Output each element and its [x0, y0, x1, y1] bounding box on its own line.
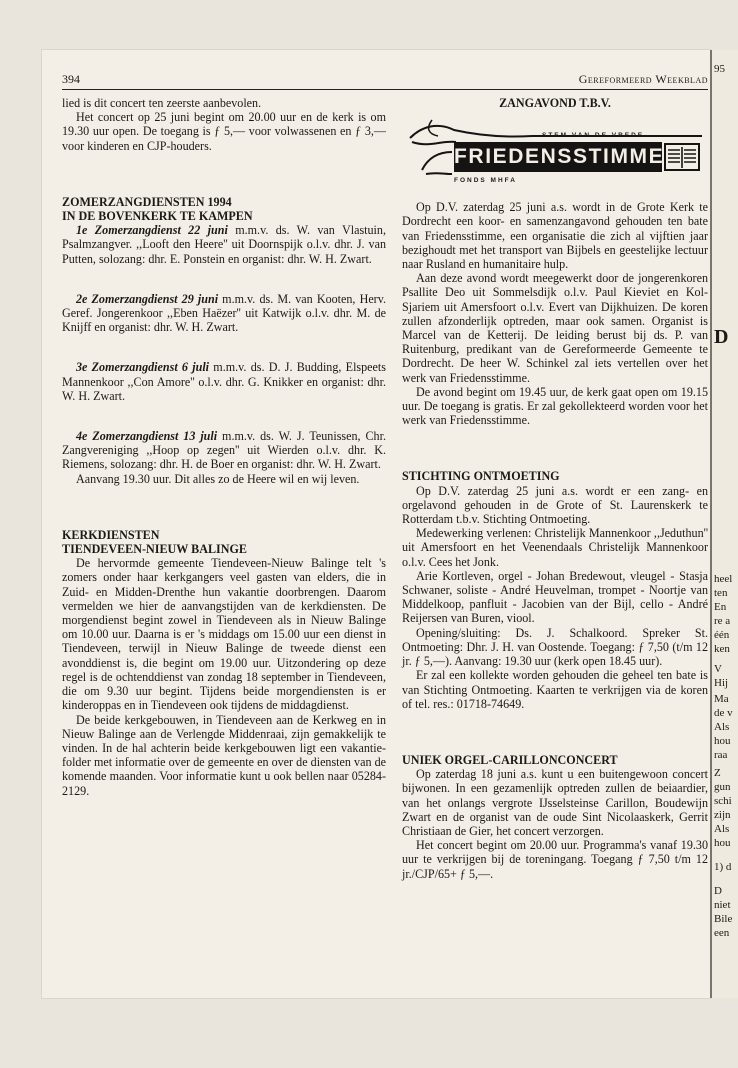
service-3 — [62, 360, 386, 403]
kerk-heading: KERKDIENSTEN — [62, 527, 160, 542]
next-page-fragment: zijn — [714, 809, 731, 821]
zangavond-paragraph-1: Op D.V. zaterdag 25 juni a.s. wordt in de Grote Kerk te Dordrecht een koor- en samenzangavond gehouden ten bate van Friedensstimme, een organisatie die zich al vijftien jaar bezighoudt met het transport van Bijbels en geestelijke lectuur naar Rusland en humanitaire hulp. — [402, 200, 708, 272]
service-1 — [62, 223, 386, 266]
next-page-fragment: re a — [714, 615, 731, 627]
logo-wordmark: FRIEDENSSTIMME — [454, 142, 662, 172]
service-2 — [62, 292, 386, 335]
next-page-fragment: Hij — [714, 677, 729, 689]
kerk-paragraph-2: De beide kerkgebouwen, in Tiendeveen aan de Kerkweg en in Nieuw Balinge aan de Verlengde Middenraai, zijn gemakkelijk te vinden. In de hal achterin beide kerkgebouwen ligt een vakantie-folder met informatie over de gemeente en over de diensten van de komende maanden. Voor informatie kunt u ook bellen naar 05284-2129. — [62, 712, 386, 798]
next-page-fragment: een — [714, 927, 730, 939]
next-page-fragment: En — [714, 601, 727, 613]
next-page-fragment: heel — [714, 573, 733, 585]
next-page-fragment: ten — [714, 587, 728, 599]
next-page-fragment: Als — [714, 721, 730, 733]
next-page-fragment: niet — [714, 899, 731, 911]
zomer-heading: ZOMERZANGDIENSTEN 1994 — [62, 194, 232, 209]
publication-title: Gereformeerd Weekblad — [578, 72, 708, 86]
next-page-fragment: Ma — [714, 693, 729, 705]
next-page-fragment: één — [714, 629, 730, 641]
service-4-text: m.m.v. ds. W. J. Teunissen, Chr. Zangvereniging ,,Hoop op zegen'' uit Wierden o.l.v. dhr. K. Riemens, solozang: dhr. H. de Boer en organist: dhr. W. H. Zwart. — [62, 429, 386, 472]
book-icon — [664, 143, 700, 171]
kerk-subheading: TIENDEVEEN-NIEUW BALINGE — [62, 542, 247, 557]
intro-line: lied is dit concert ten zeerste aanbevolen. — [62, 96, 262, 110]
zangavond-paragraph-3: De avond begint om 19.45 uur, de kerk gaat open om 19.15 uur. De toegang is gratis. Er zal gekollekteerd worden voor het werk van Friedensstimme. — [402, 384, 708, 428]
zomer-closing: Aanvang 19.30 uur. Dit alles zo de Heere wil en wij leven. — [76, 471, 360, 486]
service-1-lead: 1e Zomerzangdienst 22 juni — [76, 223, 228, 238]
next-page-fragment: 1) d — [714, 861, 732, 873]
service-2-text: m.m.v. ds. M. van Kooten, Herv. Geref. Jongerenkoor ,,Eben Haëzer'' uit Katwijk o.l.v. dhr. M. de Knijff en organist: dhr. W. H. Zwart. — [62, 291, 386, 335]
service-2-lead: 2e Zomerzangdienst 29 juni — [76, 291, 219, 306]
header-rule — [62, 89, 708, 90]
next-page-fragment: gun — [714, 781, 731, 793]
orgel-heading: UNIEK ORGEL-CARILLONCONCERT — [402, 752, 618, 767]
service-1-text: m.m.v. ds. W. van Vlastuin, Psalmzangver. ,,Looft den Heere'' uit Doornspijk o.l.v. dhr. J. van Putten, solozang: dhr. E. Ponstein en organist: dhr. W. H. Zwart. — [62, 223, 386, 266]
next-page-fragment: hou — [714, 735, 731, 747]
zangavond-heading: ZANGAVOND T.B.V. — [499, 96, 611, 110]
logo-subline: FONDS MHFA — [454, 177, 517, 185]
next-page-number: 95 — [714, 63, 725, 75]
ontmoeting-heading: STICHTING ONTMOETING — [402, 469, 560, 484]
next-page-fragment: raa — [714, 749, 728, 761]
ontmoeting-paragraph-2: Medewerking verlenen: Christelijk Mannenkoor ,,Jeduthun'' uit Amersfoort en het Veenendaals Christelijk Mannenkoor o.l.v. Cees het Jonk. — [402, 526, 708, 569]
zomer-subheading: IN DE BOVENKERK TE KAMPEN — [62, 209, 253, 224]
ontmoeting-paragraph-4: Opening/sluiting: Ds. J. Schalkoord. Spreker St. Ontmoeting: Dhr. J. H. van Oostende. Toegang: ƒ 7,50 (t/m 12 jr. ƒ 5,—). Aanvang: 19.30 uur (kerk open 18.45 uur). — [402, 625, 708, 669]
next-page-edge — [710, 50, 738, 998]
next-page-fragment: V — [714, 663, 722, 675]
next-page-fragment: ken — [714, 643, 730, 655]
orgel-paragraph-2: Het concert begint om 20.00 uur. Programma's vanaf 19.30 uur te verkrijgen bij de toreningang. Toegang ƒ 7,50 t/m 12 jr./CJP/65+ ƒ 5,—. — [402, 838, 708, 881]
next-page-fragment: de v — [714, 707, 733, 719]
ontmoeting-paragraph-5: Er zal een kollekte worden gehouden die geheel ten bate is van Stichting Ontmoeting. Kaarten te verkrijgen via de koren of tel. res.: 01718-74649. — [402, 668, 708, 711]
page-header — [62, 72, 708, 88]
service-4 — [62, 429, 386, 472]
logo-tagline: STEM VAN DE VREDE — [542, 132, 645, 140]
orgel-paragraph-1: Op zaterdag 18 juni a.s. kunt u een buitengewoon concert bijwonen. In een gezamenlijk optreden zullen de beiaardier, van het onlangs vergrote IJsselsteinse Carillon, Boudewijn Zwart en de organist van de oude Sint Nicolaaskerk, Gerrit Christiaan de Gier, het concert verzorgen. — [402, 767, 708, 838]
next-page-fragment: Als — [714, 823, 730, 835]
friedensstimme-logo — [402, 112, 706, 194]
ontmoeting-paragraph-1: Op D.V. zaterdag 25 juni a.s. wordt er een zang- en orgelavond gehouden in de Grote of St. Laurenskerk te Rotterdam t.b.v. Stichting Ontmoeting. — [402, 483, 708, 527]
intro-paragraph: Het concert op 25 juni begint om 20.00 uur en de kerk is om 19.30 uur open. De toegang is ƒ 5,— voor volwassenen en ƒ 3,— voor kinderen en CJP-houders. — [62, 110, 386, 153]
next-page-fragment: Bile — [714, 913, 733, 925]
next-page-fragment: D — [714, 885, 722, 897]
zangavond-paragraph-2: Aan deze avond wordt meegewerkt door de jongerenkoren Psallite Deo uit Sommelsdijk o.l.v. Paul Kieviet en Kol-Sjariem uit Amersfoort o.l.v. Evert van Dijkhuizen. De koren zullen afzonderlijk optreden, maar ook samen. Organist is Marcel van de Ketterij. De leiding berust bij ds. P. van Ruitenburg, predikant van de Gereformeerde Gemeente te Dordrecht. De heer W. Schinkel zal iets vertellen over het werk van Friedensstimme. — [402, 271, 708, 385]
service-3-lead: 3e Zomerzangdienst 6 juli — [76, 360, 210, 375]
kerk-paragraph-1: De hervormde gemeente Tiendeveen-Nieuw Balinge telt 's zomers onder haar kerkgangers veel gasten van elders, die in Zuid- en Midden-Drenthe hun vakantie doorbrengen. Daarom vermelden we hier de aanvangstijden van de kerkdiensten. De morgendienst begint zowel in Tiendeveen als in Nieuw Balinge om 10.00 uur. Daarna is er 's middags om 15.00 uur een dienst in Tiendeveen, terwijl in Nieuw Balinge de tweede dienst een avonddienst is, die begint om 19.00 uur. Uitzondering op deze regel is de ochtenddienst van zondag 18 september in Tiendeveen, die om 9.30 uur begint. Tijdens beide morgendiensten is er kinderoppas en in Tiendeveen ook tijdens de middagdienst. — [62, 556, 386, 713]
next-page-fragment: schi — [714, 795, 732, 807]
left-column — [62, 96, 386, 798]
next-page-fragment: D — [714, 326, 729, 348]
service-3-text: m.m.v. ds. D. J. Budding, Elspeets Mannenkoor ,,Con Amore'' o.l.v. dhr. G. Knikker en organist: dhr. W. H. Zwart. — [62, 360, 386, 403]
page-number: 394 — [62, 72, 80, 86]
next-page-fragment: hou — [714, 837, 731, 849]
service-4-lead: 4e Zomerzangdienst 13 juli — [76, 429, 218, 444]
right-column — [402, 96, 708, 881]
ontmoeting-paragraph-3: Arie Kortleven, orgel - Johan Bredewout, vleugel - Stasja Schwaner, soliste - André Heuvelman, trompet - Noortje van Middelkoop, panfluit - Jacobien van der Bijl, cello - André Reijersen van Buren, viool. — [402, 568, 708, 626]
next-page-fragment: Z — [714, 767, 721, 779]
